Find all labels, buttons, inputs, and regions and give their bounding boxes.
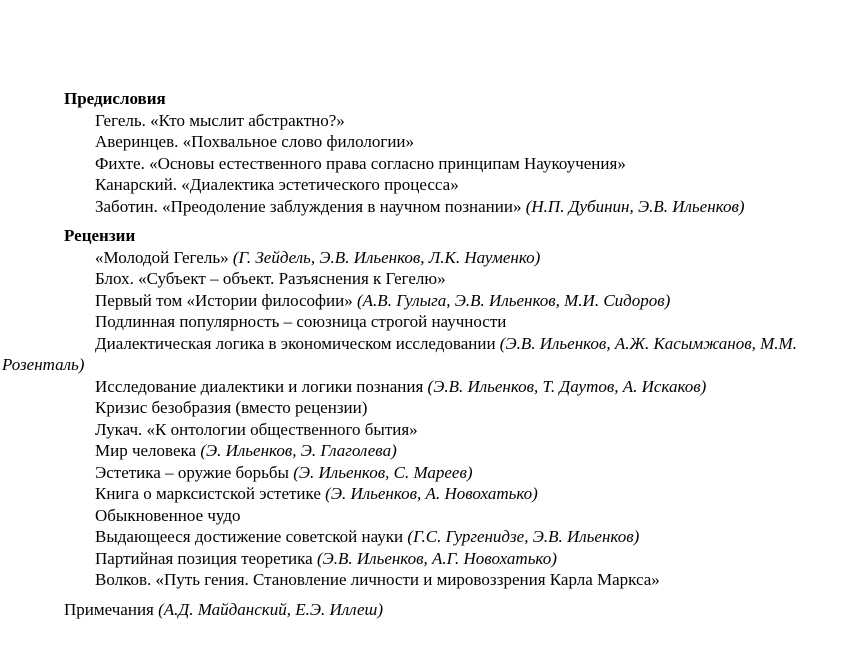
item-title: Подлинная популярность – союзница строгой научности bbox=[95, 312, 507, 331]
toc-item bbox=[2, 483, 826, 505]
toc-item bbox=[2, 290, 826, 312]
toc-item bbox=[2, 131, 826, 153]
item-title: Партийная позиция теоретика bbox=[95, 548, 313, 568]
item-authors: (Э. Ильенков, А. Новохатько) bbox=[325, 484, 538, 503]
notes-line bbox=[2, 599, 826, 621]
item-authors: (Э.В. Ильенков, А.Г. Новохатько) bbox=[316, 548, 557, 568]
toc-item bbox=[2, 174, 826, 196]
notes-title: Примечания bbox=[64, 599, 154, 619]
item-title: Лукач. «К онтологии общественного бытия» bbox=[95, 419, 418, 439]
item-authors: (Э. Ильенков, С. Мареев) bbox=[293, 462, 473, 482]
item-title: Аверинцев. «Похвальное слово филологии» bbox=[95, 132, 415, 151]
toc-item bbox=[2, 268, 826, 290]
item-title: Исследование диалектики и логики познания bbox=[95, 376, 424, 396]
item-authors: (Г. Зейдель, Э.В. Ильенков, Л.К. Науменко) bbox=[232, 247, 541, 267]
toc-item bbox=[2, 247, 826, 269]
toc-item bbox=[2, 333, 826, 376]
toc-item bbox=[2, 526, 826, 548]
item-title: Выдающееся достижение советской науки bbox=[95, 527, 404, 546]
toc-item bbox=[2, 505, 826, 527]
section-reviews bbox=[2, 225, 826, 591]
item-title: «Молодой Гегель» bbox=[95, 247, 229, 267]
toc-item bbox=[2, 440, 826, 462]
toc-item bbox=[2, 419, 826, 441]
toc-item bbox=[2, 376, 826, 398]
item-title: Обыкновенное чудо bbox=[95, 505, 241, 525]
item-title: Блох. «Субъект – объект. Разъяснения к Гегелю» bbox=[95, 269, 446, 288]
item-authors: (Э.В. Ильенков, Т. Даутов, А. Искаков) bbox=[427, 376, 707, 396]
item-authors: (А.В. Гулыга, Э.В. Ильенков, М.И. Сидоров) bbox=[357, 290, 671, 310]
item-authors: (Н.П. Дубинин, Э.В. Ильенков) bbox=[525, 196, 745, 216]
item-title: Эстетика – оружие борьбы bbox=[95, 462, 289, 482]
section-header-prefaces: Предисловия bbox=[64, 89, 166, 108]
toc-item bbox=[2, 569, 826, 591]
item-title: Гегель. «Кто мыслит абстрактно?» bbox=[95, 110, 345, 130]
section-header-reviews: Рецензии bbox=[64, 226, 136, 245]
toc-item bbox=[2, 462, 826, 484]
item-title: Первый том «Истории философии» bbox=[95, 290, 353, 310]
toc-item bbox=[2, 548, 826, 570]
item-title: Кризис безобразия (вместо рецензии) bbox=[95, 398, 368, 417]
item-authors: (Г.С. Гургенидзе, Э.В. Ильенков) bbox=[407, 527, 640, 546]
item-title: Диалектическая логика в экономическом исследовании bbox=[95, 333, 496, 353]
item-title: Мир человека bbox=[95, 441, 197, 460]
toc-item bbox=[2, 397, 826, 419]
item-authors: (Э.В. Ильенков, А.Ж. Касымжанов, М.М. Розенталь) bbox=[2, 333, 797, 374]
toc-item bbox=[2, 196, 826, 218]
item-title: Фихте. «Основы естественного права согласно принципам Наукоучения» bbox=[95, 153, 626, 173]
item-title: Книга о марксистской эстетике bbox=[95, 484, 321, 503]
toc-item bbox=[2, 110, 826, 132]
section-prefaces bbox=[2, 88, 826, 217]
toc-item bbox=[2, 311, 826, 333]
item-title: Волков. «Путь гения. Становление личности и мировоззрения Карла Маркса» bbox=[95, 570, 660, 589]
item-authors: (Э. Ильенков, Э. Глаголева) bbox=[200, 441, 397, 460]
item-title: Заботин. «Преодоление заблуждения в научном познании» bbox=[95, 196, 522, 216]
item-title: Канарский. «Диалектика эстетического процесса» bbox=[95, 175, 459, 194]
toc-item bbox=[2, 153, 826, 175]
notes-authors: (А.Д. Майданский, Е.Э. Иллеш) bbox=[158, 599, 384, 619]
